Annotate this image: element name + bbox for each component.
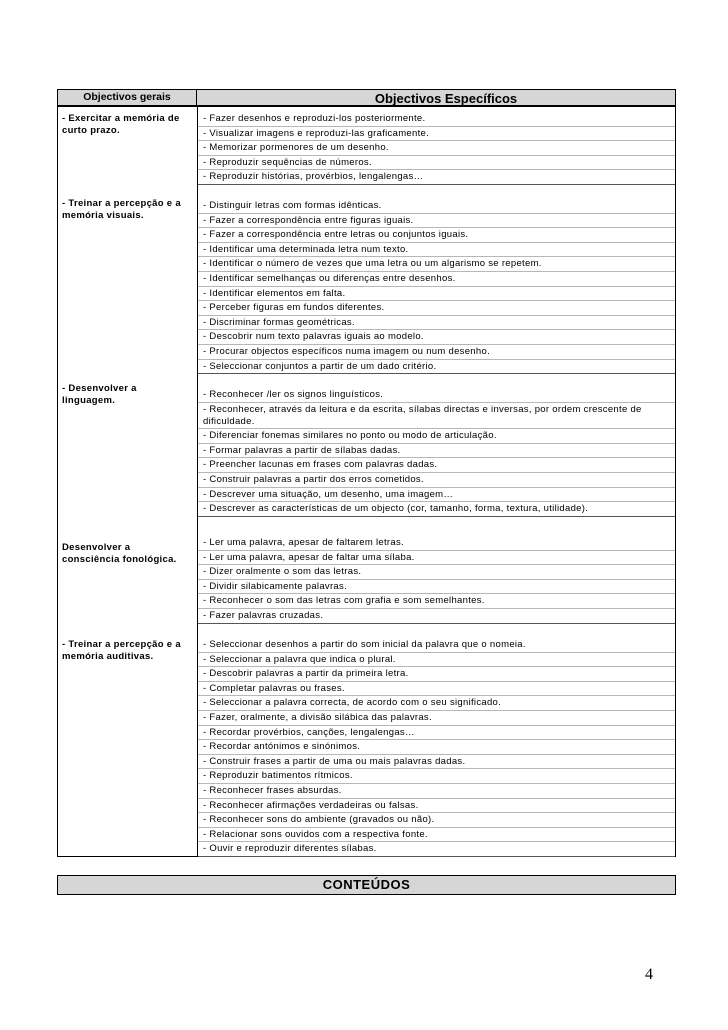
- row-separator: [198, 315, 675, 316]
- row-separator: [198, 227, 675, 228]
- specific-objective-item: - Recordar provérbios, canções, lengalengas…: [203, 726, 415, 738]
- specific-objective-item: - Memorizar pormenores de um desenho.: [203, 142, 389, 154]
- specific-objective-item: - Fazer a correspondência entre figuras iguais.: [203, 214, 414, 226]
- general-objectives-header: Objectivos gerais: [58, 90, 197, 105]
- row-separator: [198, 271, 675, 272]
- row-separator: [198, 608, 675, 609]
- specific-objective-item: - Discriminar formas geométricas.: [203, 316, 355, 328]
- specific-objective-item: - Fazer a correspondência entre letras ou conjuntos iguais.: [203, 229, 469, 241]
- specific-objective-item: - Reconhecer o som das letras com grafia e som semelhantes.: [203, 595, 485, 607]
- specific-objective-item: - Seleccionar conjuntos a partir de um dado critério.: [203, 360, 437, 372]
- specific-objective-item: - Ler uma palavra, apesar de faltarem letras.: [203, 537, 404, 548]
- specific-objective-item: - Ler uma palavra, apesar de faltar uma sílaba.: [203, 551, 415, 563]
- row-separator: [198, 184, 675, 185]
- row-separator: [198, 798, 675, 799]
- row-separator: [198, 359, 675, 360]
- row-separator: [198, 725, 675, 726]
- row-separator: [198, 428, 675, 429]
- row-separator: [198, 402, 675, 403]
- specific-objective-item: - Fazer, oralmente, a divisão silábica das palavras.: [203, 712, 432, 723]
- specific-objective-item: - Diferenciar fonemas similares no ponto ou modo de articulação.: [203, 430, 497, 442]
- specific-objective-item: - Completar palavras ou frases.: [203, 682, 345, 694]
- row-separator: [198, 242, 675, 243]
- row-separator: [198, 768, 675, 769]
- row-separator: [198, 213, 675, 214]
- row-separator: [198, 564, 675, 565]
- general-objective-label: Desenvolver a consciência fonológica.: [62, 542, 177, 565]
- specific-objective-item: - Relacionar sons ouvidos com a respectiva fonte.: [203, 828, 428, 840]
- row-separator: [198, 841, 675, 842]
- row-separator: [198, 286, 675, 287]
- row-separator: [198, 344, 675, 345]
- specific-objective-item: - Descobrir palavras a partir da primeira letra.: [203, 668, 409, 680]
- specific-objective-item: - Dizer oralmente o som das letras.: [203, 566, 362, 578]
- row-separator: [198, 593, 675, 594]
- row-separator: [198, 256, 675, 257]
- specific-objective-item: - Reconhecer frases absurdas.: [203, 785, 342, 796]
- specific-objective-item: - Perceber figuras em fundos diferentes.: [203, 302, 385, 314]
- row-separator: [198, 827, 675, 828]
- objectives-table: [57, 89, 676, 857]
- specific-objective-item: - Descrever as características de um objecto (cor, tamanho, forma, textura, utilidade).: [203, 503, 589, 515]
- row-separator: [198, 329, 675, 330]
- general-objective-label: - Treinar a percepção e a memória auditivas.: [62, 639, 181, 662]
- specific-objective-item: - Reconhecer sons do ambiente (gravados ou não).: [203, 814, 435, 826]
- specific-objective-item: - Descobrir num texto palavras iguais ao modelo.: [203, 331, 424, 343]
- specific-objective-item: - Identificar o número de vezes que uma letra ou um algarismo se repetem.: [203, 258, 542, 270]
- row-separator: [198, 681, 675, 682]
- column-divider: [197, 107, 198, 856]
- general-objective-label: - Desenvolver a linguagem.: [62, 383, 137, 406]
- specific-objective-item: - Reproduzir sequências de números.: [203, 156, 372, 168]
- specific-objective-item: - Seleccionar a palavra que indica o plural.: [203, 653, 396, 665]
- specific-objective-item: - Procurar objectos específicos numa imagem ou num desenho.: [203, 346, 491, 357]
- specific-objective-item: - Identificar elementos em falta.: [203, 287, 346, 299]
- row-separator: [198, 516, 675, 517]
- row-separator: [198, 739, 675, 740]
- row-separator: [198, 666, 675, 667]
- row-separator: [198, 443, 675, 444]
- specific-objective-item: - Identificar uma determinada letra num texto.: [203, 243, 409, 255]
- row-separator: [198, 710, 675, 711]
- row-separator: [198, 695, 675, 696]
- general-objective-label: - Exercitar a memória de curto prazo.: [62, 113, 180, 136]
- row-separator: [198, 501, 675, 502]
- row-separator: [198, 652, 675, 653]
- specific-objective-item: - Descrever uma situação, um desenho, uma imagem…: [203, 488, 454, 500]
- specific-objective-item: - Fazer desenhos e reproduzi-los posteriormente.: [203, 113, 426, 124]
- row-separator: [198, 373, 675, 374]
- specific-objective-item: - Reproduzir histórias, provérbios, lengalengas…: [203, 171, 424, 183]
- row-separator: [198, 300, 675, 301]
- specific-objective-item: - Reconhecer /ler os signos linguísticos.: [203, 389, 384, 400]
- contents-heading: CONTEÚDOS: [57, 875, 676, 895]
- specific-objective-item: - Seleccionar a palavra correcta, de acordo com o seu significado.: [203, 697, 502, 709]
- row-separator: [198, 783, 675, 784]
- specific-objective-item: - Construir frases a partir de uma ou mais palavras dadas.: [203, 755, 466, 767]
- row-separator: [198, 472, 675, 473]
- specific-objective-item: - Fazer palavras cruzadas.: [203, 610, 324, 621]
- page-number: 4: [645, 966, 653, 983]
- row-separator: [198, 812, 675, 813]
- specific-objective-item: - Reconhecer, através da leitura e da escrita, sílabas directas e inversas, por ordem crescente de dificuldade.: [203, 403, 642, 427]
- general-objective-label: - Treinar a percepção e a memória visuais.: [62, 198, 181, 221]
- specific-objective-item: - Ouvir e reproduzir diferentes sílabas.: [203, 843, 377, 855]
- row-separator: [198, 457, 675, 458]
- specific-objective-item: - Reproduzir batimentos rítmicos.: [203, 770, 353, 782]
- row-separator: [198, 155, 675, 156]
- specific-objective-item: - Formar palavras a partir de sílabas dadas.: [203, 444, 401, 456]
- row-separator: [198, 579, 675, 580]
- specific-objective-item: - Recordar antónimos e sinónimos.: [203, 741, 361, 753]
- specific-objectives-header: Objectivos Específicos: [374, 91, 518, 106]
- specific-objective-item: - Construir palavras a partir dos erros cometidos.: [203, 474, 424, 485]
- specific-objective-item: - Visualizar imagens e reproduzi-las graficamente.: [203, 127, 430, 139]
- table-header: [58, 90, 675, 107]
- row-separator: [198, 754, 675, 755]
- row-separator: [198, 856, 675, 857]
- row-separator: [198, 487, 675, 488]
- specific-objective-item: - Identificar semelhanças ou diferenças entre desenhos.: [203, 273, 456, 284]
- row-separator: [198, 169, 675, 170]
- specific-objective-item: - Dividir silabicamente palavras.: [203, 580, 348, 592]
- row-separator: [198, 126, 675, 127]
- row-separator: [198, 550, 675, 551]
- specific-objective-item: - Preencher lacunas em frases com palavras dadas.: [203, 459, 438, 471]
- specific-objective-item: - Reconhecer afirmações verdadeiras ou falsas.: [203, 799, 419, 811]
- row-separator: [198, 623, 675, 624]
- specific-objective-item: - Distinguir letras com formas idênticas.: [203, 200, 382, 211]
- row-separator: [198, 140, 675, 141]
- specific-objective-item: - Seleccionar desenhos a partir do som inicial da palavra que o nomeia.: [203, 639, 526, 650]
